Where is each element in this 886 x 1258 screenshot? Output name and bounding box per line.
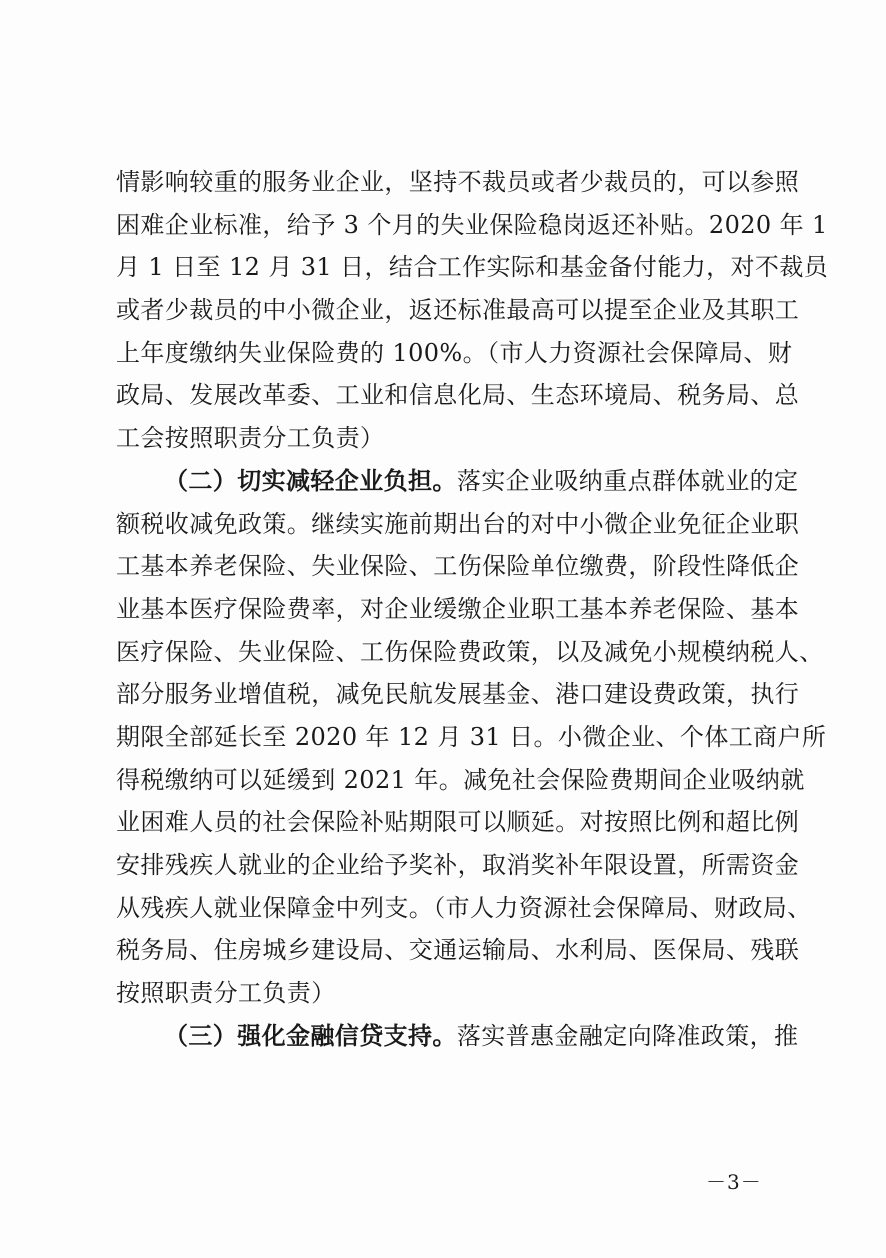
body-line: 安排残疾人就业的企业给予奖补，取消奖补年限设置，所需资金 — [116, 851, 800, 879]
body-line: 困难企业标准，给予 3 个月的失业保险稳岗返还补贴。2020 年 1 — [116, 210, 828, 239]
body-line: 上年度缴纳失业保险费的 100%。（市人力资源社会保障局、财 — [116, 338, 793, 367]
body-line: 按照职责分工负责） — [116, 979, 336, 1008]
body-line: 额税收减免政策。继续实施前期出台的对中小微企业免征企业职 — [116, 509, 800, 538]
section-3-first-line-text: 落实普惠金融定向降准政策，推 — [456, 1021, 799, 1050]
body-line: 部分服务业增值税，减免民航发展基金、港口建设费政策，执行 — [116, 680, 800, 709]
body-line: 业基本医疗保险费率，对企业缓缴企业职工基本养老保险、基本 — [116, 594, 800, 623]
body-line: 期限全部延长至 2020 年 12 月 31 日。小微企业、个体工商户所 — [116, 722, 827, 751]
body-line: 月 1 日至 12 月 31 日，结合工作实际和基金备付能力，对不裁员 — [116, 253, 829, 282]
body-line: 从残疾人就业保障金中列支。（市人力资源社会保障局、财政局、 — [116, 893, 812, 922]
section-2-first-line — [116, 460, 799, 503]
section-3-first-line — [116, 1015, 799, 1058]
section-2-first-line-text: 落实企业吸纳重点群体就业的定 — [456, 466, 799, 495]
section-3-heading: （三）强化金融信贷支持。 — [164, 1021, 457, 1050]
document-body — [116, 161, 829, 1057]
body-line: 情影响较重的服务业企业，坚持不裁员或者少裁员的，可以参照 — [116, 168, 800, 196]
body-line: 工基本养老保险、失业保险、工伤保险单位缴费，阶段性降低企 — [116, 552, 800, 581]
body-line: 工会按照职责分工负责） — [116, 424, 385, 453]
body-line: 医疗保险、失业保险、工伤保险费政策，以及减免小规模纳税人、 — [116, 637, 824, 666]
body-line: 或者少裁员的中小微企业，返还标准最高可以提至企业及其职工 — [116, 296, 800, 325]
body-line: 业困难人员的社会保险补贴期限可以顺延。对按照比例和超比例 — [116, 808, 800, 837]
body-line: 政局、发展改革委、工业和信息化局、生态环境局、税务局、总 — [116, 381, 800, 410]
page-number: －3－ — [706, 1170, 762, 1194]
body-line: 税务局、住房城乡建设局、交通运输局、水利局、医保局、残联 — [116, 936, 800, 965]
section-2-heading: （二）切实减轻企业负担。 — [164, 466, 457, 495]
body-line: 得税缴纳可以延缓到 2021 年。减免社会保险费期间企业吸纳就 — [116, 765, 805, 794]
